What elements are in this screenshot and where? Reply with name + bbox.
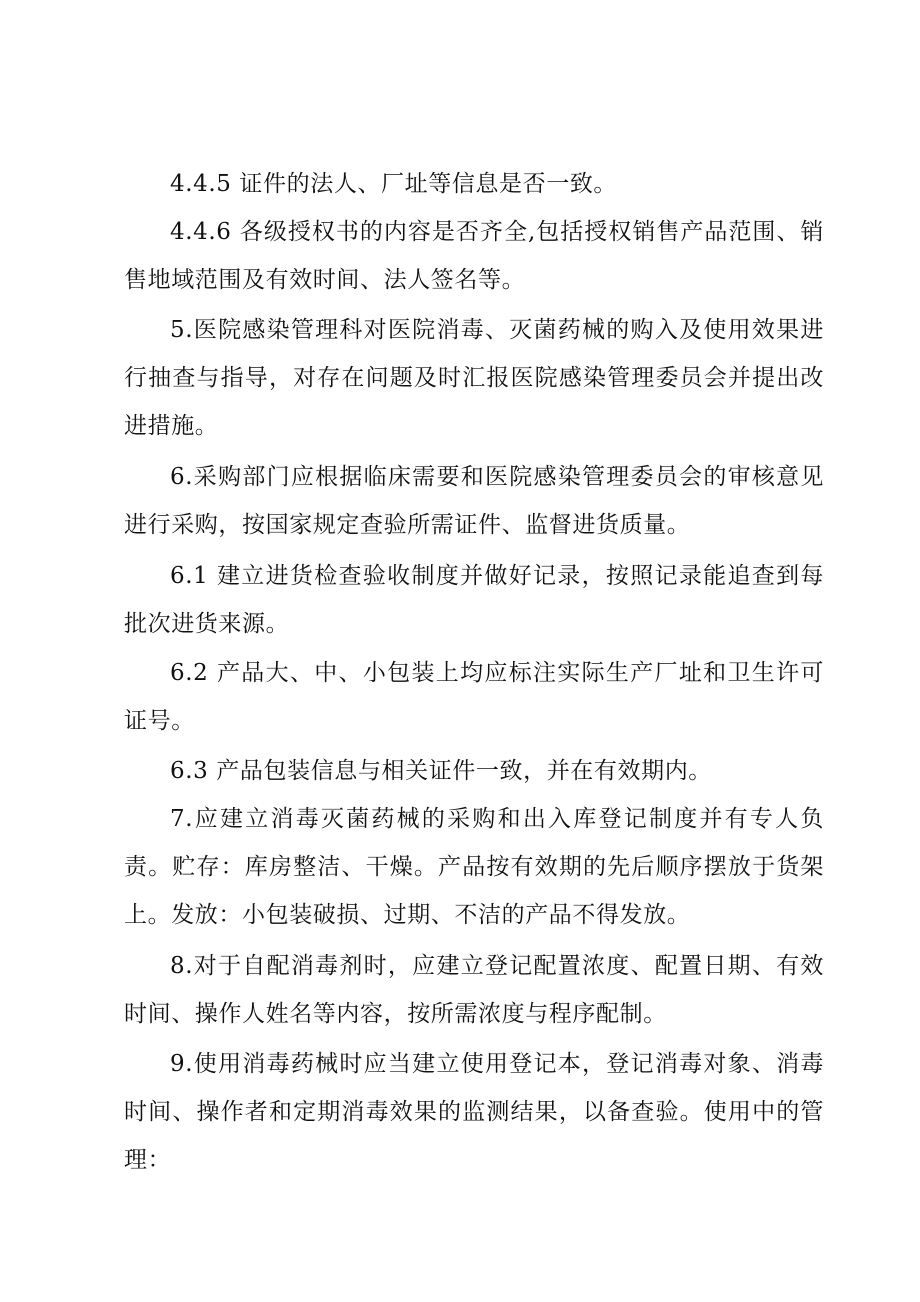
paragraph-7: 7.应建立消毒灭菌药械的采购和出入库登记制度并有专人负责。贮存：库房整洁、干燥。产品按有效期的先后顺序摆放于货架上。发放：小包装破损、过期、不洁的产品不得发放。 [124, 806, 824, 928]
paragraph-6-3: 6.3 产品包装信息与相关证件一致，并在有效期内。 [170, 758, 712, 784]
paragraph-6: 6.采购部门应根据临床需要和医院感染管理委员会的审核意见进行采购，按国家规定查验所需证件、监督进货质量。 [124, 464, 824, 538]
paragraph-4-4-5: 4.4.5 证件的法人、厂址等信息是否一致。 [170, 171, 618, 197]
paragraph-6-1: 6.1 建立进货检查验收制度并做好记录，按照记录能追查到每批次进货来源。 [124, 563, 824, 637]
paragraph-9: 9.使用消毒药械时应当建立使用登记本，登记消毒对象、消毒时间、操作者和定期消毒效果的监测结果，以备查验。使用中的管理： [124, 1051, 824, 1173]
paragraph-4-4-6: 4.4.6 各级授权书的内容是否齐全,包括授权销售产品范围、销售地域范围及有效时间、法人签名等。 [124, 219, 824, 293]
paragraph-6-2: 6.2 产品大、中、小包装上均应标注实际生产厂址和卫生许可证号。 [124, 660, 824, 734]
paragraph-8: 8.对于自配消毒剂时，应建立登记配置浓度、配置日期、有效时间、操作人姓名等内容，按所需浓度与程序配制。 [124, 953, 824, 1027]
paragraph-5: 5.医院感染管理科对医院消毒、灭菌药械的购入及使用效果进行抽查与指导，对存在问题及时汇报医院感染管理委员会并提出改进措施。 [124, 317, 824, 439]
